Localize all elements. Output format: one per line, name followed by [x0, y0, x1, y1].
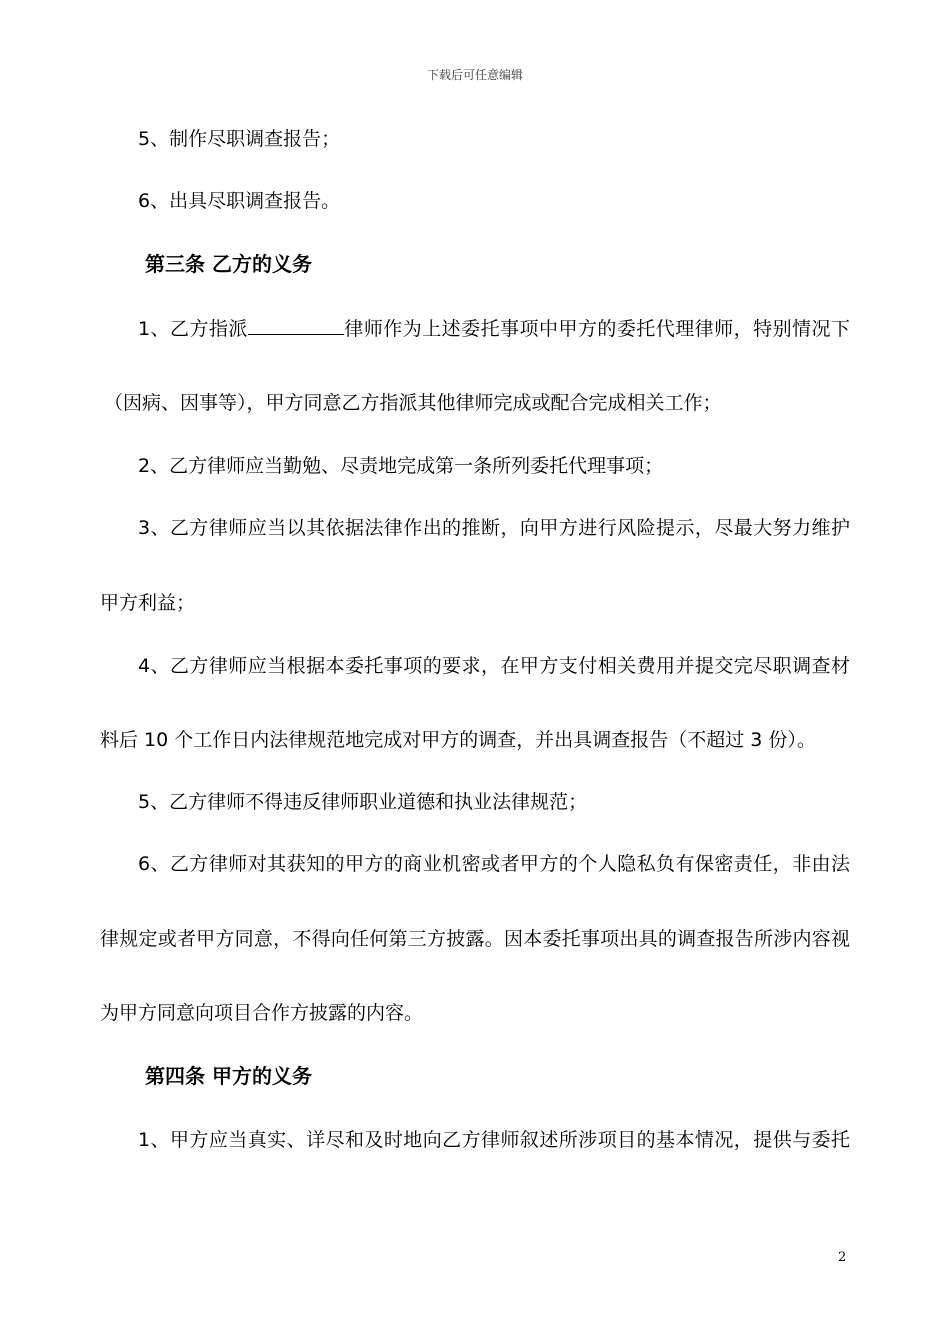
paragraph-line — [138, 316, 850, 342]
paragraph-text: 律师作为上述委托事项中甲方的委托代理律师，特别情况下 — [343, 318, 850, 340]
paragraph-line: 律规定或者甲方同意，不得向任何第三方披露。因本委托事项出具的调查报告所涉内容视 — [100, 928, 850, 950]
paragraph-line: （因病、因事等），甲方同意乙方指派其他律师完成或配合完成相关工作； — [104, 392, 722, 414]
paragraph-line: 为甲方同意向项目合作方披露的内容。 — [100, 1002, 424, 1024]
paragraph-line: 4、乙方律师应当根据本委托事项的要求，在甲方支付相关费用并提交完尽职调查材 — [138, 655, 850, 677]
paragraph-line: 6、乙方律师对其获知的甲方的商业机密或者甲方的个人隐私负有保密责任，非由法 — [138, 853, 850, 875]
paragraph-line: 1、甲方应当真实、详尽和及时地向乙方律师叙述所涉项目的基本情况，提供与委托 — [138, 1129, 850, 1151]
article-heading: 第四条 甲方的义务 — [145, 1064, 312, 1088]
page-number: 2 — [838, 1250, 847, 1265]
header-note: 下载后可任意编辑 — [426, 68, 523, 82]
list-item: 6、出具尽职调查报告。 — [138, 190, 341, 212]
paragraph-line: 料后 10 个工作日内法律规范地完成对甲方的调查，并出具调查报告（不超过 3 份）。 — [100, 729, 816, 751]
paragraph-line: 甲方利益； — [100, 592, 196, 614]
article-heading: 第三条 乙方的义务 — [145, 252, 312, 276]
paragraph-line: 2、乙方律师应当勤勉、尽责地完成第一条所列委托代理事项； — [138, 455, 664, 477]
paragraph-line: 5、乙方律师不得违反律师职业道德和执业法律规范； — [138, 791, 588, 813]
paragraph-line: 3、乙方律师应当以其依据法律作出的推断，向甲方进行风险提示，尽最大努力维护 — [138, 517, 850, 539]
paragraph-text: 1、乙方指派 — [138, 318, 248, 340]
blank-field — [248, 316, 344, 335]
list-item: 5、制作尽职调查报告； — [138, 128, 341, 150]
